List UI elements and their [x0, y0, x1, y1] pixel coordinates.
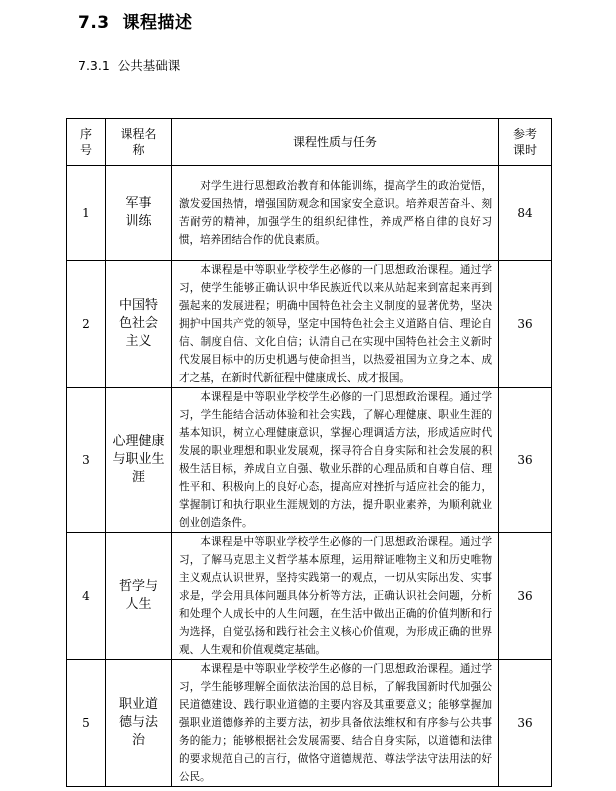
header-no: 序号	[67, 119, 106, 166]
course-description: 本课程是中等职业学校学生必修的一门思想政治课程。通过学习，学生能结合活动体验和社会实践，了解心理健康、职业生涯的基本知识，树立心理健康意识，掌握心理调适方法，形成适应时代发展的职业理想和职业发展观，探寻符合自身实际和社会发展的积极生活目标，养成自立自强、敬业乐群的心理品质和自尊自信、理性平和、积极向上的良好心态，提高应对挫折与适应社会的能力，掌握制订和执行职业生涯规划的方法，提升职业素养，为顺利就业创业创造条件。	[172, 388, 499, 533]
table-row	[67, 660, 552, 787]
course-name: 军事训练	[106, 166, 172, 261]
table-header-row	[67, 119, 552, 166]
course-description: 对学生进行思想政治教育和体能训练，提高学生的政治觉悟，激发爱国热情，增强国防观念和国家安全意识。培养艰苦奋斗、刻苦耐劳的精神，加强学生的组织纪律性，养成严格自律的良好习惯，培养团结合作的优良素质。	[172, 166, 499, 261]
course-name: 哲学与人生	[106, 533, 172, 660]
course-description: 本课程是中等职业学校学生必修的一门思想政治课程。通过学习，了解马克思主义哲学基本原理，运用辩证唯物主义和历史唯物主义观点认识世界，坚持实践第一的观点，一切从实际出发、实事求是，学会用具体问题具体分析等方法，正确认识社会问题，分析和处理个人成长中的人生问题，在生活中做出正确的价值判断和行为选择，自觉弘扬和践行社会主义核心价值观，为形成正确的世界观、人生观和价值观奠定基础。	[172, 533, 499, 660]
course-description: 本课程是中等职业学校学生必修的一门思想政治课程。通过学习，学生能够理解全面依法治国的总目标，了解我国新时代加强公民道德建设、践行职业道德的主要内容及其重要意义；能够掌握加强职业道德修养的主要方法，初步具备依法维权和有序参与公共事务的能力；能够根据社会发展需要、结合自身实际，以道德和法律的要求规范自己的言行，做恪守道德规范、尊法学法守法用法的好公民。	[172, 660, 499, 787]
course-table	[66, 118, 552, 787]
course-hours: 36	[499, 660, 552, 787]
table-row	[67, 261, 552, 388]
row-number: 1	[67, 166, 106, 261]
row-number: 5	[67, 660, 106, 787]
table-row	[67, 533, 552, 660]
table-row	[67, 388, 552, 533]
section-heading	[78, 8, 192, 33]
course-name: 心理健康与职业生涯	[106, 388, 172, 533]
course-hours: 36	[499, 261, 552, 388]
header-desc: 课程性质与任务	[172, 119, 499, 166]
row-number: 4	[67, 533, 106, 660]
row-number: 2	[67, 261, 106, 388]
course-description: 本课程是中等职业学校学生必修的一门思想政治课程。通过学习，使学生能够正确认识中华民族近代以来从站起来到富起来再到强起来的发展进程；明确中国特色社会主义制度的显著优势，坚决拥护中国共产党的领导，坚定中国特色社会主义道路自信、理论自信、制度自信、文化自信；认清自己在实现中国特色社会主义新时代发展目标中的历史机遇与使命担当，以热爱祖国为立身之本、成才之基，在新时代新征程中健康成长、成才报国。	[172, 261, 499, 388]
subsection-title: 公共基础课	[117, 58, 181, 73]
header-name: 课程名称	[106, 119, 172, 166]
course-hours: 84	[499, 166, 552, 261]
subsection-number: 7.3.1	[78, 58, 110, 73]
table-row	[67, 166, 552, 261]
section-title: 课程描述	[122, 13, 193, 33]
course-name: 职业道德与法治	[106, 660, 172, 787]
section-number: 7.3	[78, 13, 110, 33]
subsection-heading	[78, 56, 180, 74]
course-hours: 36	[499, 388, 552, 533]
course-hours: 36	[499, 533, 552, 660]
header-hours: 参考课时	[499, 119, 552, 166]
row-number: 3	[67, 388, 106, 533]
course-name: 中国特色社会主义	[106, 261, 172, 388]
